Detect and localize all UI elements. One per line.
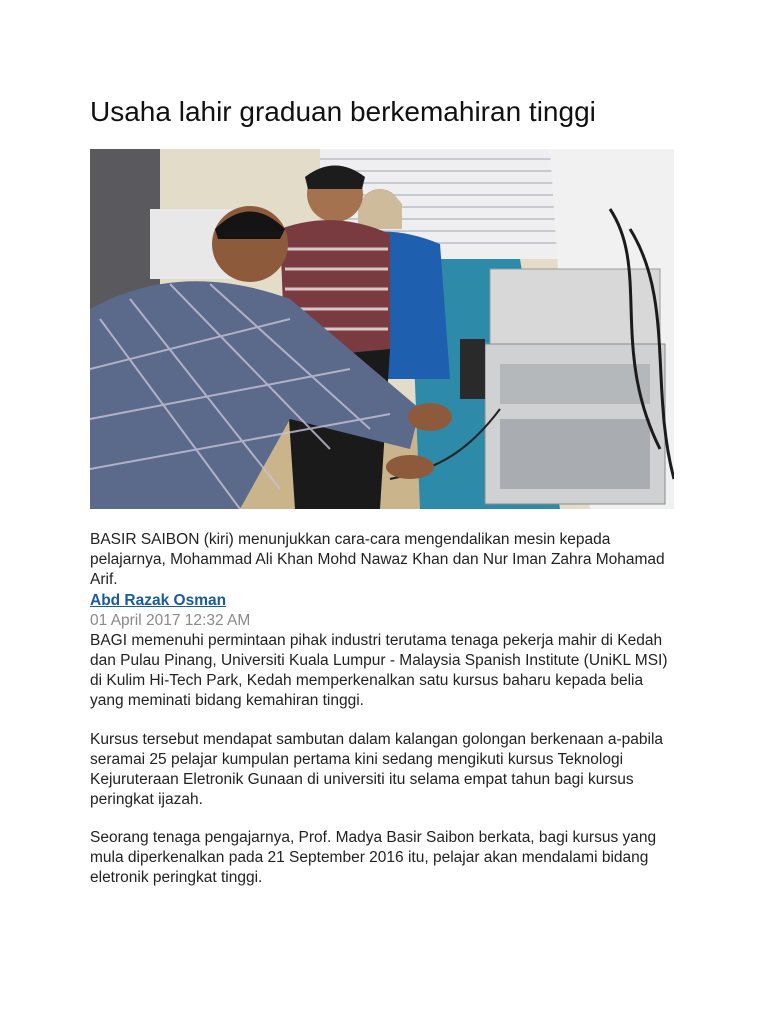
article-paragraph: Kursus tersebut mendapat sambutan dalam kalangan golongan berkenaan a-pabila seramai 25 pelajar kumpulan pertama kini sedang mengikuti kursus Teknologi Kejuruteraan Eletronik Gunaan di universiti itu selama empat tahun bagi kursus peringkat ijazah. <box>90 731 664 808</box>
article-title: Usaha lahir graduan berkemahiran tinggi <box>90 96 596 127</box>
article-paragraph: BAGI memenuhi permintaan pihak industri terutama tenaga pekerja mahir di Kedah dan Pulau Pinang, Universiti Kuala Lumpur - Malaysia Spanish Institute (UniKL MSI) di Kulim Hi-Tech Park, Kedah memperkenalkan satu kursus baharu kepada belia yang meminati bidang kemahiran tinggi. <box>90 632 668 709</box>
lab-photo <box>90 149 674 509</box>
article-paragraph: Seorang tenaga pengajarnya, Prof. Madya Basir Saibon berkata, bagi kursus yang mula diperkenalkan pada 21 September 2016 itu, pelajar akan mendalami bidang eletronik peringkat tinggi. <box>90 829 657 886</box>
author-link[interactable]: Abd Razak Osman <box>90 592 227 609</box>
photo-caption: BASIR SAIBON (kiri) menunjukkan cara-cara mengendalikan mesin kepada pelajarnya, Mohammad Ali Khan Mohd Nawaz Khan dan Nur Iman Zahra Mohamad Arif. <box>90 531 665 588</box>
publish-date: 01 April 2017 12:32 AM <box>90 612 251 629</box>
